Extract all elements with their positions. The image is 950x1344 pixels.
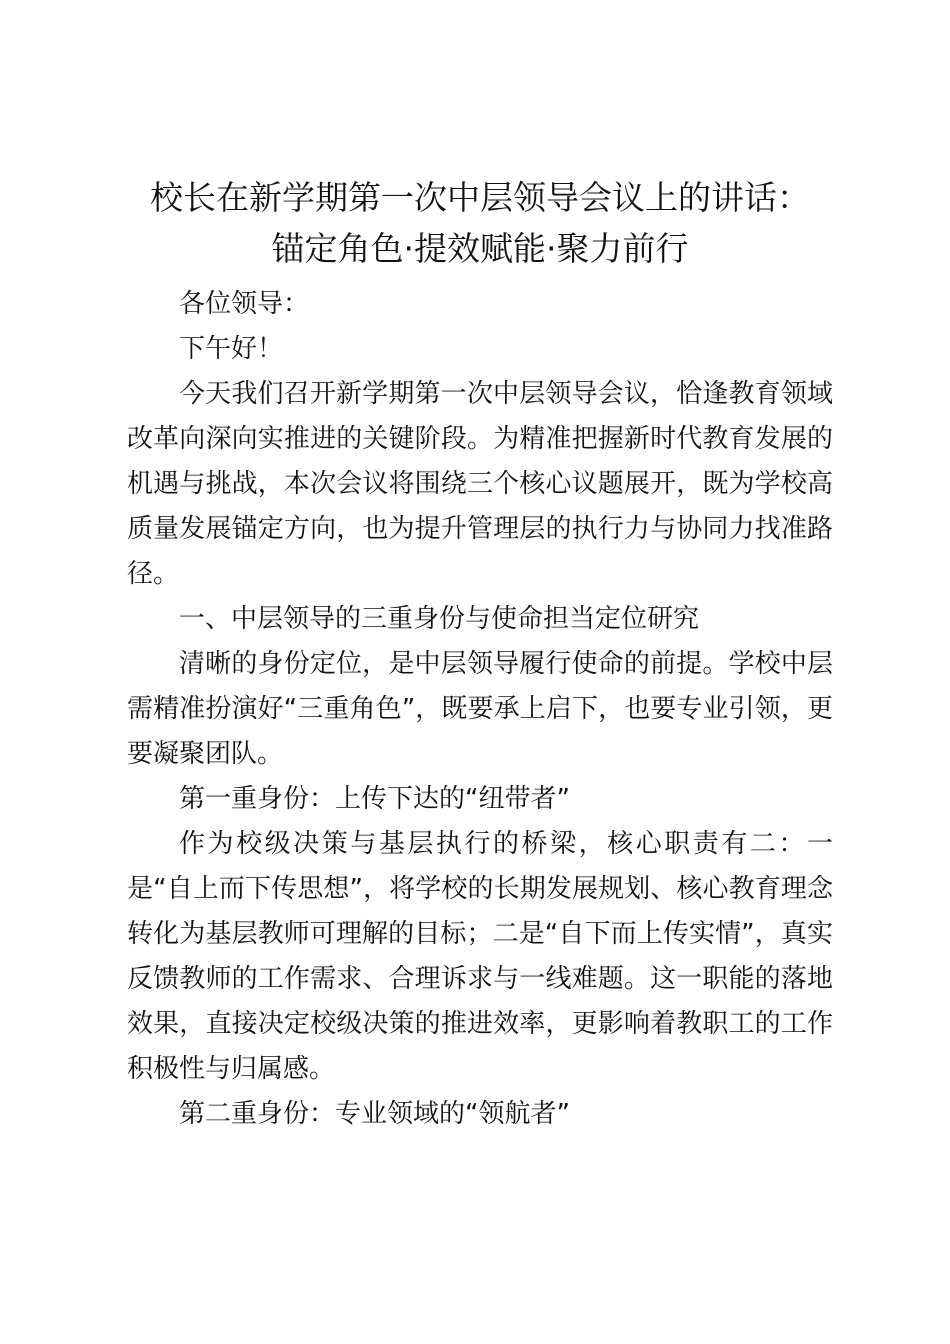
body-paragraph: 作为校级决策与基层执行的桥梁，核心职责有二：一是“自上而下传思想”，将学校的长期发展规划、核心教育理念转化为基层教师可理解的目标；二是“自下而上传实情”，真实反馈教师的工作需求、合理诉求与一线难题。这一职能的落地效果，直接决定校级决策的推进效率，更影响着教职工的工作积极性与归属感。 (127, 829, 833, 1084)
document-title (127, 172, 833, 274)
section-heading-1: 一、中层领导的三重身份与使命担当定位研究 (179, 604, 700, 634)
document-page (127, 172, 833, 1137)
greeting: 下午好！ (179, 334, 284, 364)
title-line-2: 锚定角色·提效赋能·聚力前行 (271, 229, 689, 268)
document-body (127, 282, 833, 1137)
title-line-1: 校长在新学期第一次中层领导会议上的讲话： (150, 178, 810, 217)
subheading-role-1: 第一重身份：上传下达的“纽带者” (179, 784, 570, 814)
subheading-role-2: 第二重身份：专业领域的“领航者” (179, 1099, 570, 1129)
intro-paragraph: 今天我们召开新学期第一次中层领导会议，恰逢教育领域改革向深向实推进的关键阶段。为精准把握新时代教育发展的机遇与挑战，本次会议将围绕三个核心议题展开，既为学校高质量发展锚定方向，也为提升管理层的执行力与协同力找准路径。 (127, 379, 833, 589)
body-paragraph: 清晰的身份定位，是中层领导履行使命的前提。学校中层需精准扮演好“三重角色”，既要承上启下，也要专业引领，更要凝聚团队。 (127, 649, 833, 769)
salutation: 各位领导： (179, 289, 310, 319)
